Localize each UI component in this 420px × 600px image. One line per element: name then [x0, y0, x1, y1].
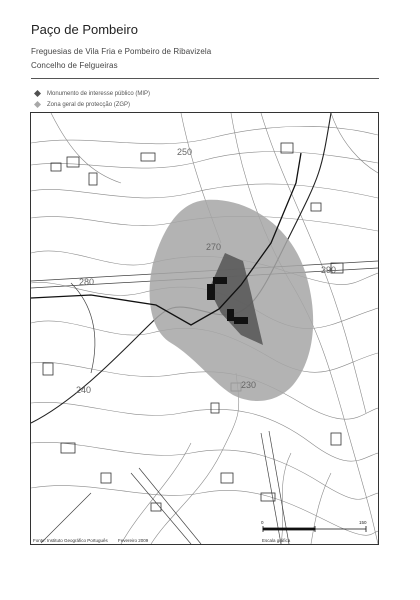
zgp-swatch-icon [34, 101, 41, 108]
scale-end-label: 150 [359, 520, 367, 525]
contour-line [121, 443, 191, 544]
legend-item-zgp [34, 99, 150, 110]
road-line [41, 493, 91, 543]
header-rule [31, 78, 379, 79]
map-footer [30, 538, 379, 546]
mip-swatch-icon [34, 90, 41, 97]
legend-label-zgp: Zona geral de protecção (ZGP) [47, 101, 131, 108]
legend [34, 88, 150, 110]
road-line [139, 468, 201, 544]
map-date: Fevereiro 2009 [118, 538, 149, 543]
contour-label: 230 [241, 380, 257, 390]
contour-label: 290 [321, 265, 337, 275]
page-title: Paço de Pombeiro [31, 22, 138, 37]
contour-line [151, 373, 239, 544]
contour-line [331, 113, 378, 173]
legend-label-mip: Monumento de interesse público (MIP) [47, 90, 151, 97]
map-frame [30, 112, 379, 545]
contour-line [31, 402, 378, 461]
map-scale-caption: Escala gráfica [262, 538, 291, 543]
scale-start-label: 0 [261, 520, 264, 525]
contour-line [31, 184, 378, 198]
parishes-subtitle: Freguesias de Vila Fria e Pombeiro de Ribavizela [31, 47, 212, 56]
contour-label: 270 [206, 242, 222, 252]
legend-item-mip [34, 88, 150, 99]
contour-line [51, 113, 121, 183]
contour-label: 280 [79, 277, 95, 287]
municipality-subtitle: Concelho de Felgueiras [31, 61, 118, 70]
contour-line [31, 486, 378, 536]
road-line [269, 431, 289, 544]
contour-label: 240 [76, 385, 92, 395]
map-source-credit: Fonte: Instituto Geográfico Português [33, 538, 108, 543]
contour-label: 250 [177, 147, 193, 157]
topographic-map [31, 113, 378, 544]
road-line [261, 433, 281, 544]
contour-line [311, 473, 331, 544]
contour-line [31, 442, 378, 499]
